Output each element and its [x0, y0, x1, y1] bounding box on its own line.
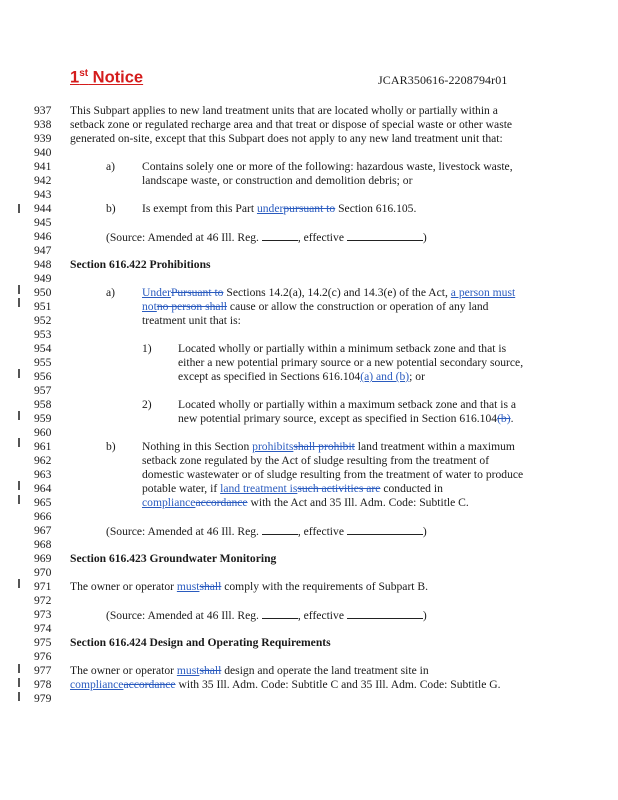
source-note: (Source: Amended at 46 Ill. Reg. , effective ) [106, 609, 427, 622]
section-heading: Section 616.423 Groundwater Monitoring [70, 552, 277, 565]
line-number: 951 [34, 300, 52, 313]
line-number: 939 [34, 132, 52, 145]
deleted-text: no person shall [156, 300, 228, 313]
paragraph-text: potable water, if land treatment issuch activities are conducted in [142, 482, 443, 495]
item-label: b) [106, 440, 116, 453]
line-962 [0, 454, 618, 467]
line-number: 965 [34, 496, 52, 509]
line-number: 955 [34, 356, 52, 369]
line-941 [0, 160, 618, 173]
section-heading: Section 616.422 Prohibitions [70, 258, 211, 271]
line-971 [0, 580, 618, 593]
line-942 [0, 174, 618, 187]
source-note: (Source: Amended at 46 Ill. Reg. , effective ) [106, 231, 427, 244]
line-965 [0, 496, 618, 509]
deleted-text: (b) [497, 412, 511, 425]
deleted-text: pursuant to [283, 202, 336, 215]
line-955 [0, 356, 618, 369]
line-number: 975 [34, 636, 52, 649]
line-949 [0, 272, 618, 285]
paragraph-text: This Subpart applies to new land treatment units that are located wholly or partially within a [70, 104, 498, 117]
section-heading: Section 616.424 Design and Operating Requirements [70, 636, 331, 649]
line-977 [0, 664, 618, 677]
line-number: 970 [34, 566, 52, 579]
line-960 [0, 426, 618, 439]
line-number: 946 [34, 230, 52, 243]
first-notice-heading: 1st Notice [70, 68, 144, 87]
line-974 [0, 622, 618, 635]
item-label: 1) [142, 342, 152, 355]
inserted-text: not [142, 300, 157, 313]
paragraph-text: domestic wastewater or of sludge resulting from the treatment of water to produce [142, 468, 524, 481]
line-937 [0, 104, 618, 117]
line-number: 940 [34, 146, 52, 159]
line-939 [0, 132, 618, 145]
paragraph-text: complianceaccordance with 35 Ill. Adm. Code: Subtitle C and 35 Ill. Adm. Code: Subtitle G. [70, 678, 501, 691]
line-957 [0, 384, 618, 397]
line-958 [0, 398, 618, 411]
line-number: 978 [34, 678, 52, 691]
document-id: JCAR350616-2208794r01 [378, 73, 508, 87]
inserted-text: must [176, 664, 200, 677]
line-959 [0, 412, 618, 425]
line-945 [0, 216, 618, 229]
paragraph-text: either a new potential primary source or a new potential secondary source, [178, 356, 524, 369]
paragraph-text: The owner or operator mustshall comply with the requirements of Subpart B. [70, 580, 429, 593]
line-947 [0, 244, 618, 257]
deleted-text: Pursuant to [170, 286, 224, 299]
line-number: 972 [34, 594, 52, 607]
line-953 [0, 328, 618, 341]
paragraph-text: UnderPursuant to Sections 14.2(a), 14.2(c) and 14.3(e) of the Act, a person must [142, 286, 516, 299]
line-number: 949 [34, 272, 52, 285]
paragraph-text: The owner or operator mustshall design and operate the land treatment site in [70, 664, 429, 677]
line-number: 963 [34, 468, 52, 481]
line-number: 973 [34, 608, 52, 621]
item-label: a) [106, 286, 116, 299]
line-number: 948 [34, 258, 52, 271]
inserted-text: prohibits [252, 440, 294, 453]
line-970 [0, 566, 618, 579]
line-968 [0, 538, 618, 551]
line-954 [0, 342, 618, 355]
paragraph-text: except as specified in Sections 616.104(a) and (b); or [178, 370, 425, 383]
paragraph-text: Located wholly or partially within a maximum setback zone and that is a [178, 398, 517, 411]
line-number: 966 [34, 510, 52, 523]
line-number: 958 [34, 398, 52, 411]
line-number: 953 [34, 328, 52, 341]
line-944 [0, 202, 618, 215]
line-number: 974 [34, 622, 52, 635]
inserted-text: compliance [142, 496, 196, 509]
line-979 [0, 692, 618, 705]
paragraph-text: Located wholly or partially within a minimum setback zone and that is [178, 342, 507, 355]
deleted-text: accordance [123, 678, 176, 691]
line-number: 971 [34, 580, 52, 593]
deleted-text: shall [199, 580, 222, 593]
line-number: 941 [34, 160, 52, 173]
line-number: 979 [34, 692, 52, 705]
item-label: a) [106, 160, 116, 173]
line-964 [0, 482, 618, 495]
inserted-text: Under [142, 286, 171, 299]
deleted-text: accordance [195, 496, 248, 509]
item-label: 2) [142, 398, 152, 411]
inserted-text: a person must [450, 286, 516, 299]
line-number: 945 [34, 216, 52, 229]
line-967 [0, 524, 618, 537]
line-number: 954 [34, 342, 52, 355]
source-note: (Source: Amended at 46 Ill. Reg. , effective ) [106, 525, 427, 538]
paragraph-text: Contains solely one or more of the following: hazardous waste, livestock waste, [142, 160, 513, 173]
line-number: 938 [34, 118, 52, 131]
line-number: 957 [34, 384, 52, 397]
line-975 [0, 636, 618, 649]
line-952 [0, 314, 618, 327]
line-number: 956 [34, 370, 52, 383]
line-940 [0, 146, 618, 159]
line-number: 969 [34, 552, 52, 565]
line-969 [0, 552, 618, 565]
paragraph-text: notno person shall cause or allow the construction or operation of any land [142, 300, 489, 313]
line-946 [0, 230, 618, 243]
line-973 [0, 608, 618, 621]
line-number: 944 [34, 202, 52, 215]
deleted-text: shall prohibit [293, 440, 355, 453]
inserted-text: (a) and (b) [360, 370, 410, 383]
inserted-text: must [176, 580, 200, 593]
deleted-text: shall [199, 664, 222, 677]
paragraph-text: generated on-site, except that this Subpart does not apply to any new land treatment unit that: [70, 132, 503, 145]
line-972 [0, 594, 618, 607]
line-number: 960 [34, 426, 52, 439]
item-label: b) [106, 202, 116, 215]
inserted-text: compliance [70, 678, 124, 691]
line-number: 943 [34, 188, 52, 201]
line-961 [0, 440, 618, 453]
line-976 [0, 650, 618, 663]
line-number: 962 [34, 454, 52, 467]
line-number: 977 [34, 664, 52, 677]
deleted-text: such activities are [297, 482, 381, 495]
paragraph-text: landscape waste, or construction and demolition debris; or [142, 174, 413, 187]
line-938 [0, 118, 618, 131]
line-951 [0, 300, 618, 313]
paragraph-text: treatment unit that is: [142, 314, 241, 327]
line-number: 968 [34, 538, 52, 551]
paragraph-text: setback zone or regulated recharge area and that treat or dispose of special waste or other waste [70, 118, 513, 131]
line-number: 947 [34, 244, 52, 257]
line-number: 959 [34, 412, 52, 425]
paragraph-text: setback zone regulated by the Act of sludge resulting from the treatment of [142, 454, 490, 467]
line-978 [0, 678, 618, 691]
paragraph-text: complianceaccordance with the Act and 35 Ill. Adm. Code: Subtitle C. [142, 496, 469, 509]
line-number: 942 [34, 174, 52, 187]
line-966 [0, 510, 618, 523]
line-number: 950 [34, 286, 52, 299]
line-number: 967 [34, 524, 52, 537]
line-963 [0, 468, 618, 481]
line-number: 964 [34, 482, 52, 495]
line-number: 937 [34, 104, 52, 117]
paragraph-text: Nothing in this Section prohibitsshall prohibit land treatment within a maximum [142, 440, 515, 453]
line-950 [0, 286, 618, 299]
line-943 [0, 188, 618, 201]
paragraph-text: new potential primary source, except as specified in Section 616.104(b). [178, 412, 514, 425]
line-948 [0, 258, 618, 271]
line-number: 952 [34, 314, 52, 327]
line-number: 976 [34, 650, 52, 663]
paragraph-text: Is exempt from this Part underpursuant to Section 616.105. [142, 202, 417, 215]
inserted-text: land treatment is [220, 482, 298, 495]
line-number: 961 [34, 440, 52, 453]
line-956 [0, 370, 618, 383]
inserted-text: under [256, 202, 284, 215]
